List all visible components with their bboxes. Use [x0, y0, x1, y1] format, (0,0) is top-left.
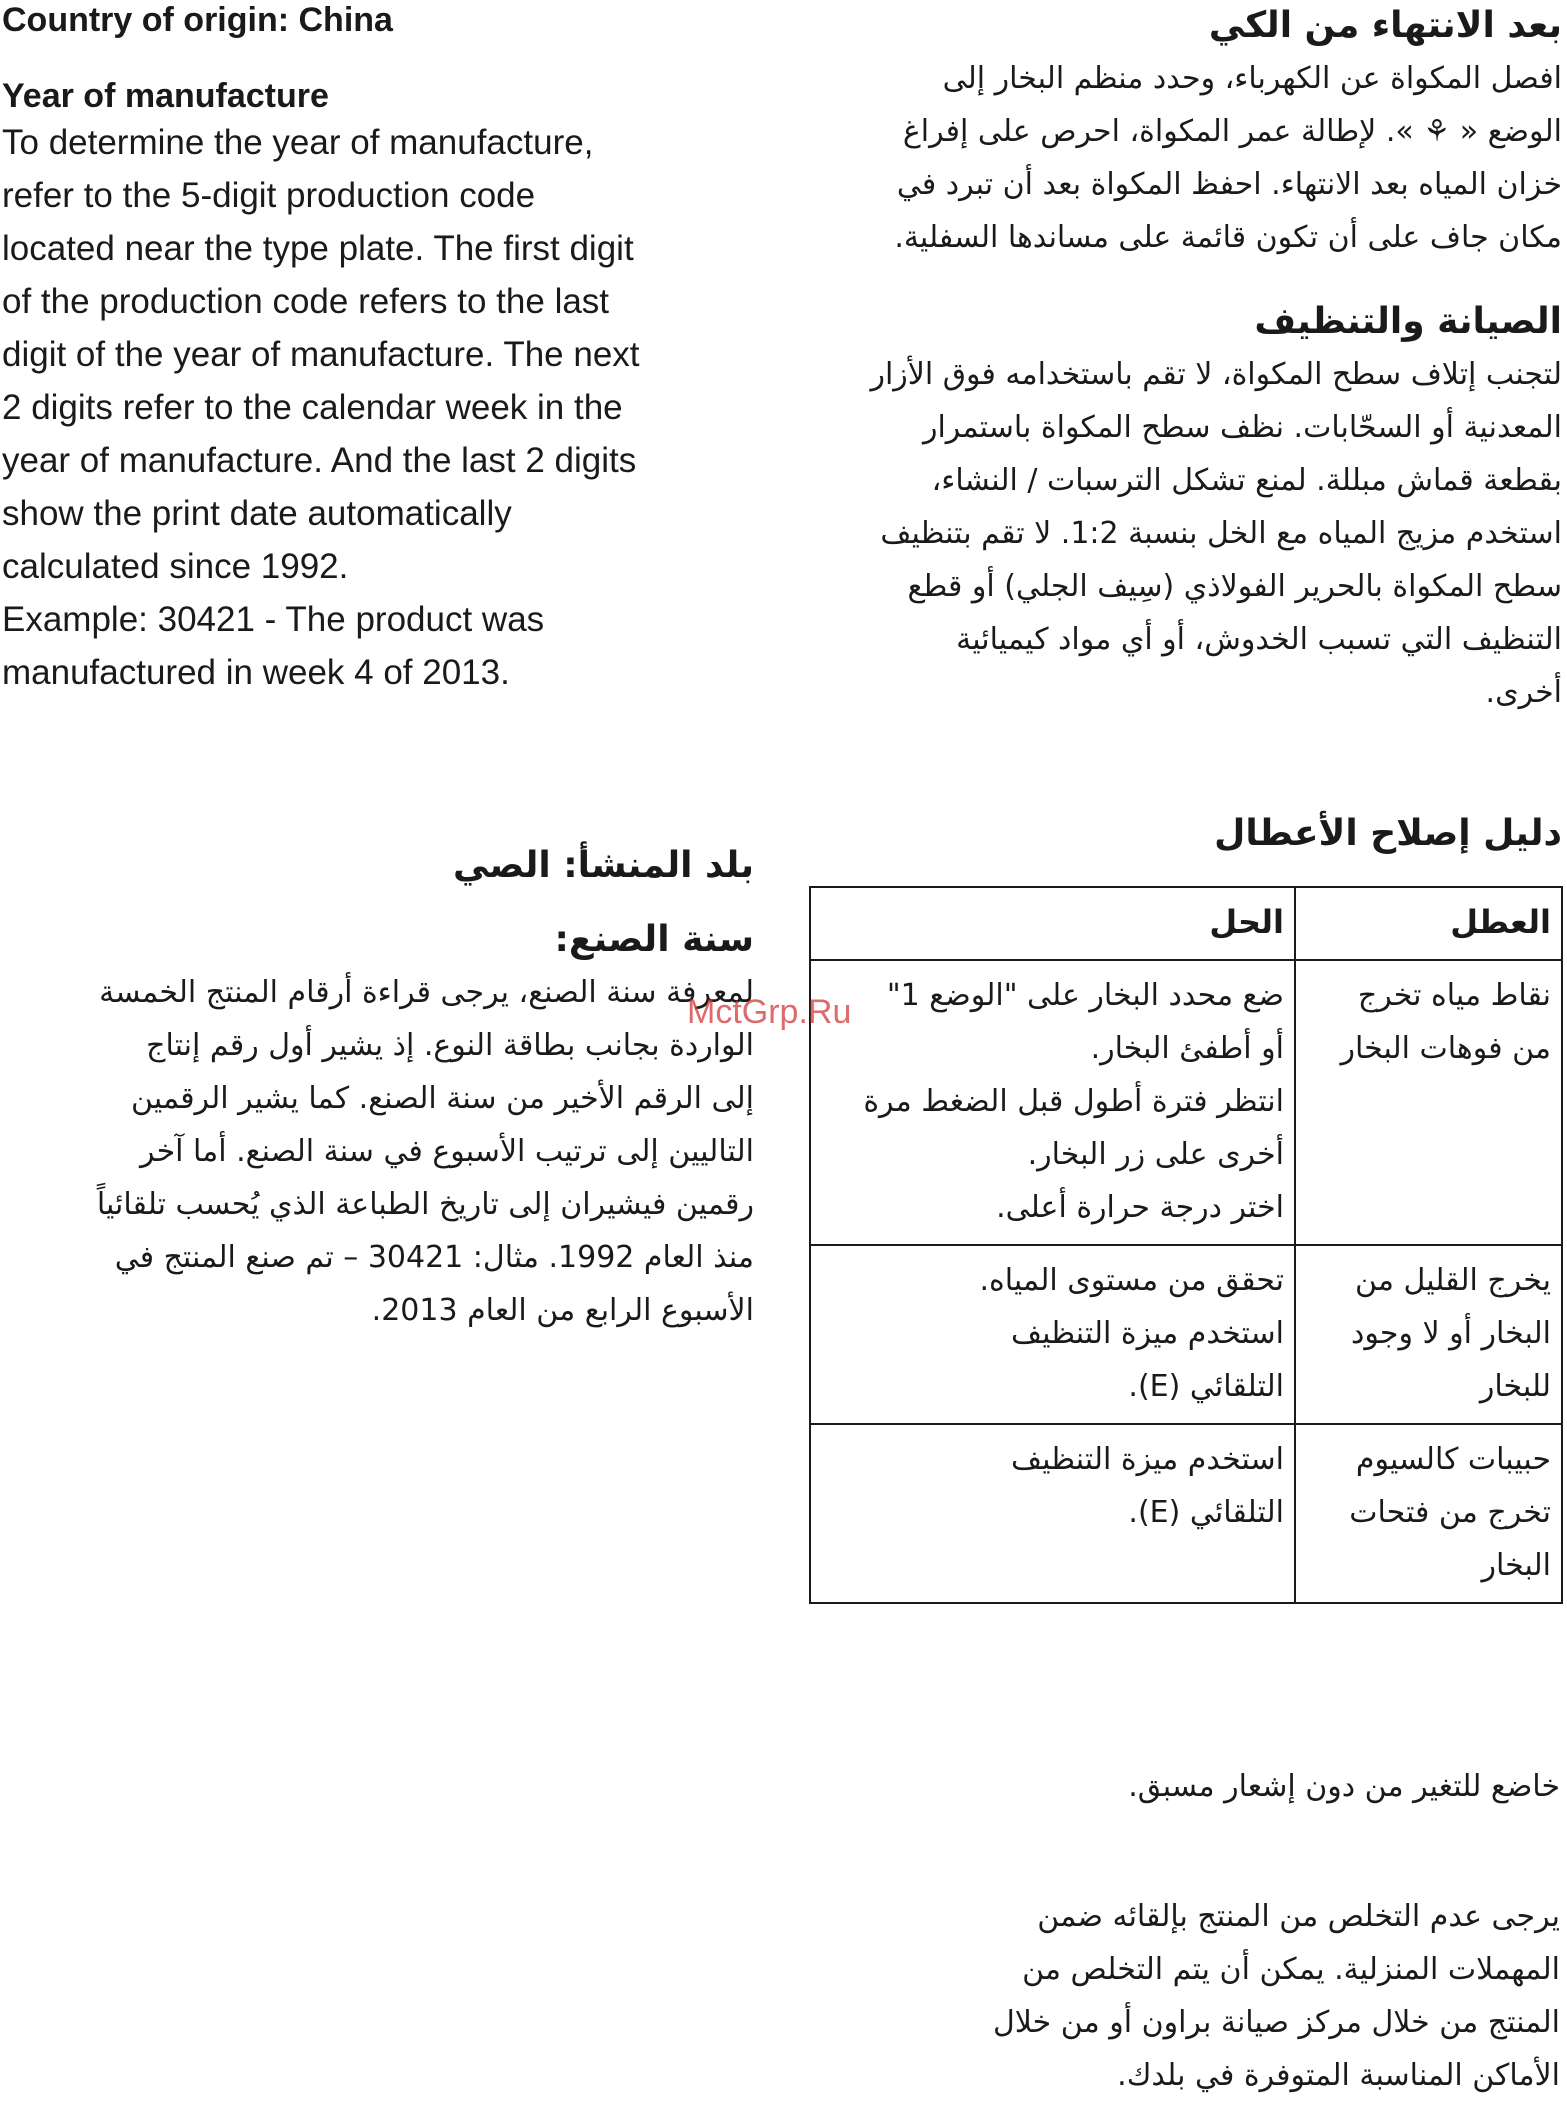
text-line: Example: 30421 - The product was: [2, 600, 545, 639]
cell-line: البخار: [1481, 1548, 1551, 1583]
cell-line: ضع محدد البخار على "الوضع 1": [886, 978, 1284, 1013]
column-header-fault: العطل: [1295, 887, 1562, 960]
table-row: [810, 960, 1562, 1245]
text-line: located near the type plate. The first digit: [2, 229, 634, 268]
solution-cell: [810, 960, 1295, 1245]
cell-line: التلقائي (E).: [1128, 1369, 1284, 1404]
text-line: المنتج من خلال مركز صيانة براون أو من خلال: [992, 2005, 1560, 2040]
text-line: manufactured in week 4 of 2013.: [2, 653, 510, 692]
text-line: التنظيف التي تسبب الخدوش، أو أي مواد كيميائية: [956, 622, 1562, 657]
after-ironing-section: [810, 0, 1562, 264]
table-header-row: [810, 887, 1562, 960]
text-line: رقمين فيشيران إلى تاريخ الطباعة الذي يُحسب تلقائياً: [96, 1187, 754, 1222]
text-line: refer to the 5-digit production code: [2, 176, 536, 215]
cell-line: أو أطفئ البخار.: [1090, 1031, 1284, 1066]
fault-cell: [1295, 960, 1562, 1245]
text-line: المعدنية أو السحّابات. نظف سطح المكواة باستمرار: [922, 410, 1562, 445]
text-line: لمعرفة سنة الصنع، يرجى قراءة أرقام المنتج الخمسة: [99, 975, 754, 1010]
cell-line: للبخار: [1479, 1369, 1551, 1404]
text-line: الوضع « ⚘ ». لإطالة عمر المكواة، احرص على إفراغ: [902, 114, 1562, 149]
troubleshooting-section: [810, 808, 1562, 860]
year-of-manufacture-heading: Year of manufacture: [2, 77, 329, 115]
text-line: show the print date automatically: [2, 494, 512, 533]
watermark: MctGrp.Ru: [687, 993, 852, 1031]
text-line: يرجى عدم التخلص من المنتج بإلقائه ضمن: [1037, 1899, 1560, 1934]
fault-cell: [1295, 1424, 1562, 1603]
cell-line: نقاط مياه تخرج: [1357, 978, 1551, 1013]
notice-change-section: [900, 1760, 1560, 1813]
country-of-origin-heading: Country of origin: China: [2, 1, 393, 39]
solution-cell: [810, 1245, 1295, 1424]
arabic-year-heading: سنة الصنع:: [554, 919, 754, 960]
cell-line: البخار أو لا وجود: [1351, 1316, 1551, 1351]
text-line: بقطعة قماش مبللة. لمنع تشكل الترسبات / النشاء،: [931, 463, 1562, 498]
cell-line: من فوهات البخار: [1340, 1031, 1551, 1066]
text-line: مكان جاف على أن تكون قائمة على مساندها السفلية.: [894, 220, 1562, 255]
text-line: الأسبوع الرابع من العام 2013.: [371, 1293, 754, 1328]
fault-cell: [1295, 1245, 1562, 1424]
disposal-section: [900, 1890, 1560, 2102]
text-line: الأماكن المناسبة المتوفرة في بلدك.: [1117, 2058, 1560, 2093]
cell-line: تحقق من مستوى المياه.: [979, 1263, 1284, 1298]
cell-line: اختر درجة حرارة أعلى.: [996, 1190, 1284, 1225]
cell-line: تخرج من فتحات: [1349, 1495, 1551, 1530]
text-line: لتجنب إتلاف سطح المكواة، لا تقم باستخدامه فوق الأزار: [870, 357, 1562, 392]
cell-line: استخدم ميزة التنظيف: [1011, 1442, 1284, 1477]
text-line: سطح المكواة بالحرير الفولاذي (سِيف الجلي) أو قطع: [907, 569, 1562, 604]
text-line: To determine the year of manufacture,: [2, 123, 594, 162]
column-header-solution: الحل: [810, 887, 1295, 960]
year-of-manufacture-text: [2, 116, 757, 699]
text-line: المهملات المنزلية. يمكن أن يتم التخلص من: [1022, 1952, 1560, 1987]
text-line: أخرى.: [1485, 675, 1562, 710]
troubleshooting-heading: دليل إصلاح الأعطال: [1214, 813, 1562, 854]
maintenance-section: [810, 296, 1562, 719]
notice-change-text: خاضع للتغير من دون إشعار مسبق.: [1128, 1769, 1560, 1804]
cell-line: حبيبات كالسيوم: [1355, 1442, 1551, 1477]
text-line: منذ العام 1992. مثال: 30421 – تم صنع المنتج في: [114, 1240, 754, 1275]
text-line: افصل المكواة عن الكهرباء، وحدد منظم البخار إلى: [942, 61, 1562, 96]
arabic-origin-section: [2, 840, 754, 1337]
text-line: digit of the year of manufacture. The next: [2, 335, 640, 374]
text-line: of the production code refers to the last: [2, 282, 610, 321]
cell-line: استخدم ميزة التنظيف: [1011, 1316, 1284, 1351]
text-line: التاليين إلى ترتيب الأسبوع في سنة الصنع. أما آخر: [140, 1134, 754, 1169]
text-line: الواردة بجانب بطاقة النوع. إذ يشير أول رقم إنتاج: [146, 1028, 754, 1063]
solution-cell: [810, 1424, 1295, 1603]
table-row: [810, 1424, 1562, 1603]
text-line: year of manufacture. And the last 2 digits: [2, 441, 637, 480]
text-line: خزان المياه بعد الانتهاء. احفظ المكواة بعد أن تبرد في: [896, 167, 1562, 202]
cell-line: يخرج القليل من: [1355, 1263, 1551, 1298]
cell-line: أخرى على زر البخار.: [1027, 1137, 1284, 1172]
table-row: [810, 1245, 1562, 1424]
text-line: calculated since 1992.: [2, 547, 349, 586]
after-ironing-heading: بعد الانتهاء من الكي: [1208, 5, 1562, 46]
troubleshooting-table: [809, 886, 1563, 1604]
english-section: [2, 0, 757, 699]
cell-line: انتظر فترة أطول قبل الضغط مرة: [863, 1084, 1284, 1119]
maintenance-heading: الصيانة والتنظيف: [1254, 301, 1562, 342]
arabic-country-heading: بلد المنشأ: الصي: [452, 845, 754, 886]
cell-line: التلقائي (E).: [1128, 1495, 1284, 1530]
text-line: استخدم مزيج المياه مع الخل بنسبة 1:2. لا تقم بتنظيف: [880, 516, 1562, 551]
text-line: إلى الرقم الأخير من سنة الصنع. كما يشير الرقمين: [130, 1081, 754, 1116]
text-line: 2 digits refer to the calendar week in the: [2, 388, 623, 427]
